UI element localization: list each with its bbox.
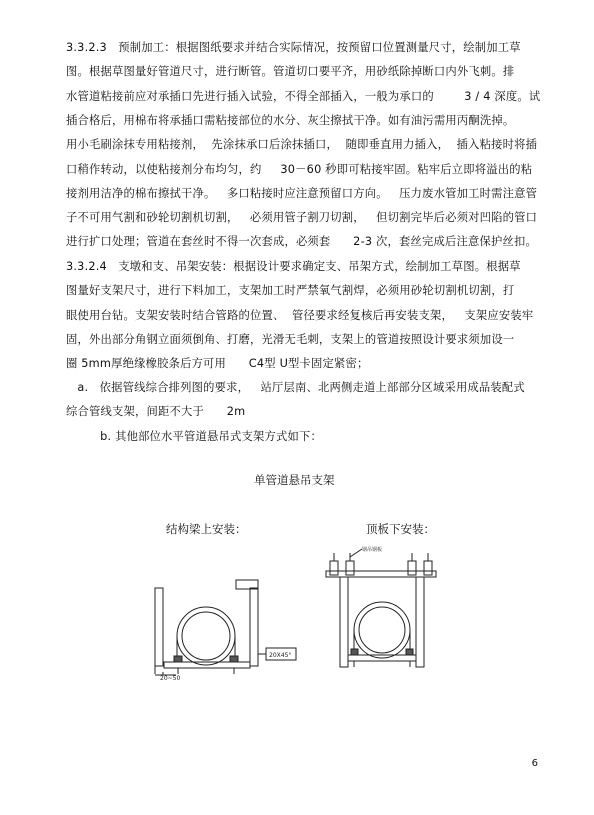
text-line: 眼使用台钻。支架安装时结合管路的位置、 管径要求经复核后再安装支架， 支架应安装牢	[66, 309, 534, 322]
beam-hanger-drawing	[146, 570, 316, 680]
text-line: 3.3.2.4 支墩和支、吊架安装：根据设计要求确定支、吊架方式，绘制加工草图。根据草	[66, 260, 521, 273]
text-line: a. 依据管线综合排列图的要求， 站厅层南、北两侧走道上部部分区域采用成品装配式	[66, 381, 525, 394]
chamfer-dimension: 20X45°	[269, 652, 292, 659]
text-line: 进行扩口处理；管道在套丝时不得一次套成，必须套 2-3 次，套丝完成后注意保护丝扣。	[66, 235, 537, 248]
text-line: 3.3.2.3 预制加工：根据图纸要求并结合实际情况，按预留口位置测量尺寸，绘制加工草	[66, 41, 521, 54]
text-line: 图。根据草图量好管道尺寸，进行断管。管道切口要平齐，用砂纸除掉断口内外飞刺。排	[66, 65, 515, 78]
text-line: 综合管线支架，间距不大于 2m	[66, 405, 246, 418]
page-number: 6	[531, 758, 538, 769]
plate-note: 钢吊钢板	[362, 547, 383, 553]
text-line: 用小毛刷涂抹专用粘接剂， 先涂抹承口后涂抹插口， 随即垂直用力插入， 插入粘接时将插	[66, 138, 538, 151]
text-line: 固，外出部分角钢立面须倒角、打磨，光滑无毛刺，支架上的管道按照设计要求须加设一	[66, 333, 515, 346]
text-line: 插合格后，用棉布将承插口需粘接部位的水分、灰尘擦拭干净。如有油污需用丙酮洗掉。	[66, 114, 515, 127]
text-line: 口稍作转动，以使粘接剂分布均匀，约 30－60 秒即可粘接牢固。粘牢后立即将溢出的粘	[66, 163, 533, 176]
span-dimension: 20~50	[160, 675, 181, 680]
text-line: 圈 5mm厚绝缘橡胶条后方可用 C4型 U型卡固定紧密；	[66, 357, 369, 370]
text-line: 子不可用气割和砂轮切割机切割， 必须用管子割刀切割， 但切割完毕后必须对凹陷的管口	[66, 211, 538, 224]
left-figure-caption: 结构梁上安装：	[166, 522, 247, 536]
text-line: b. 其他部位水平管道悬吊式支架方式如下：	[66, 430, 323, 443]
slab-hanger-drawing	[318, 543, 458, 673]
text-line: 接剂用洁净的棉布擦拭干净。 多口粘接时应注意预留口方向。 压力废水管加工时需注意管	[66, 187, 538, 200]
text-line: 水管道粘接前应对承插口先进行插入试验，不得全部插入，一般为承口的 3 / 4 深度。试	[66, 90, 541, 103]
right-figure-caption: 顶板下安装：	[366, 522, 435, 536]
figure-title: 单管道悬吊支架	[254, 473, 335, 487]
text-line: 图量好支架尺寸，进行下料加工，支架加工时严禁氧气割焊，必须用砂轮切割机切割，打	[66, 284, 515, 297]
